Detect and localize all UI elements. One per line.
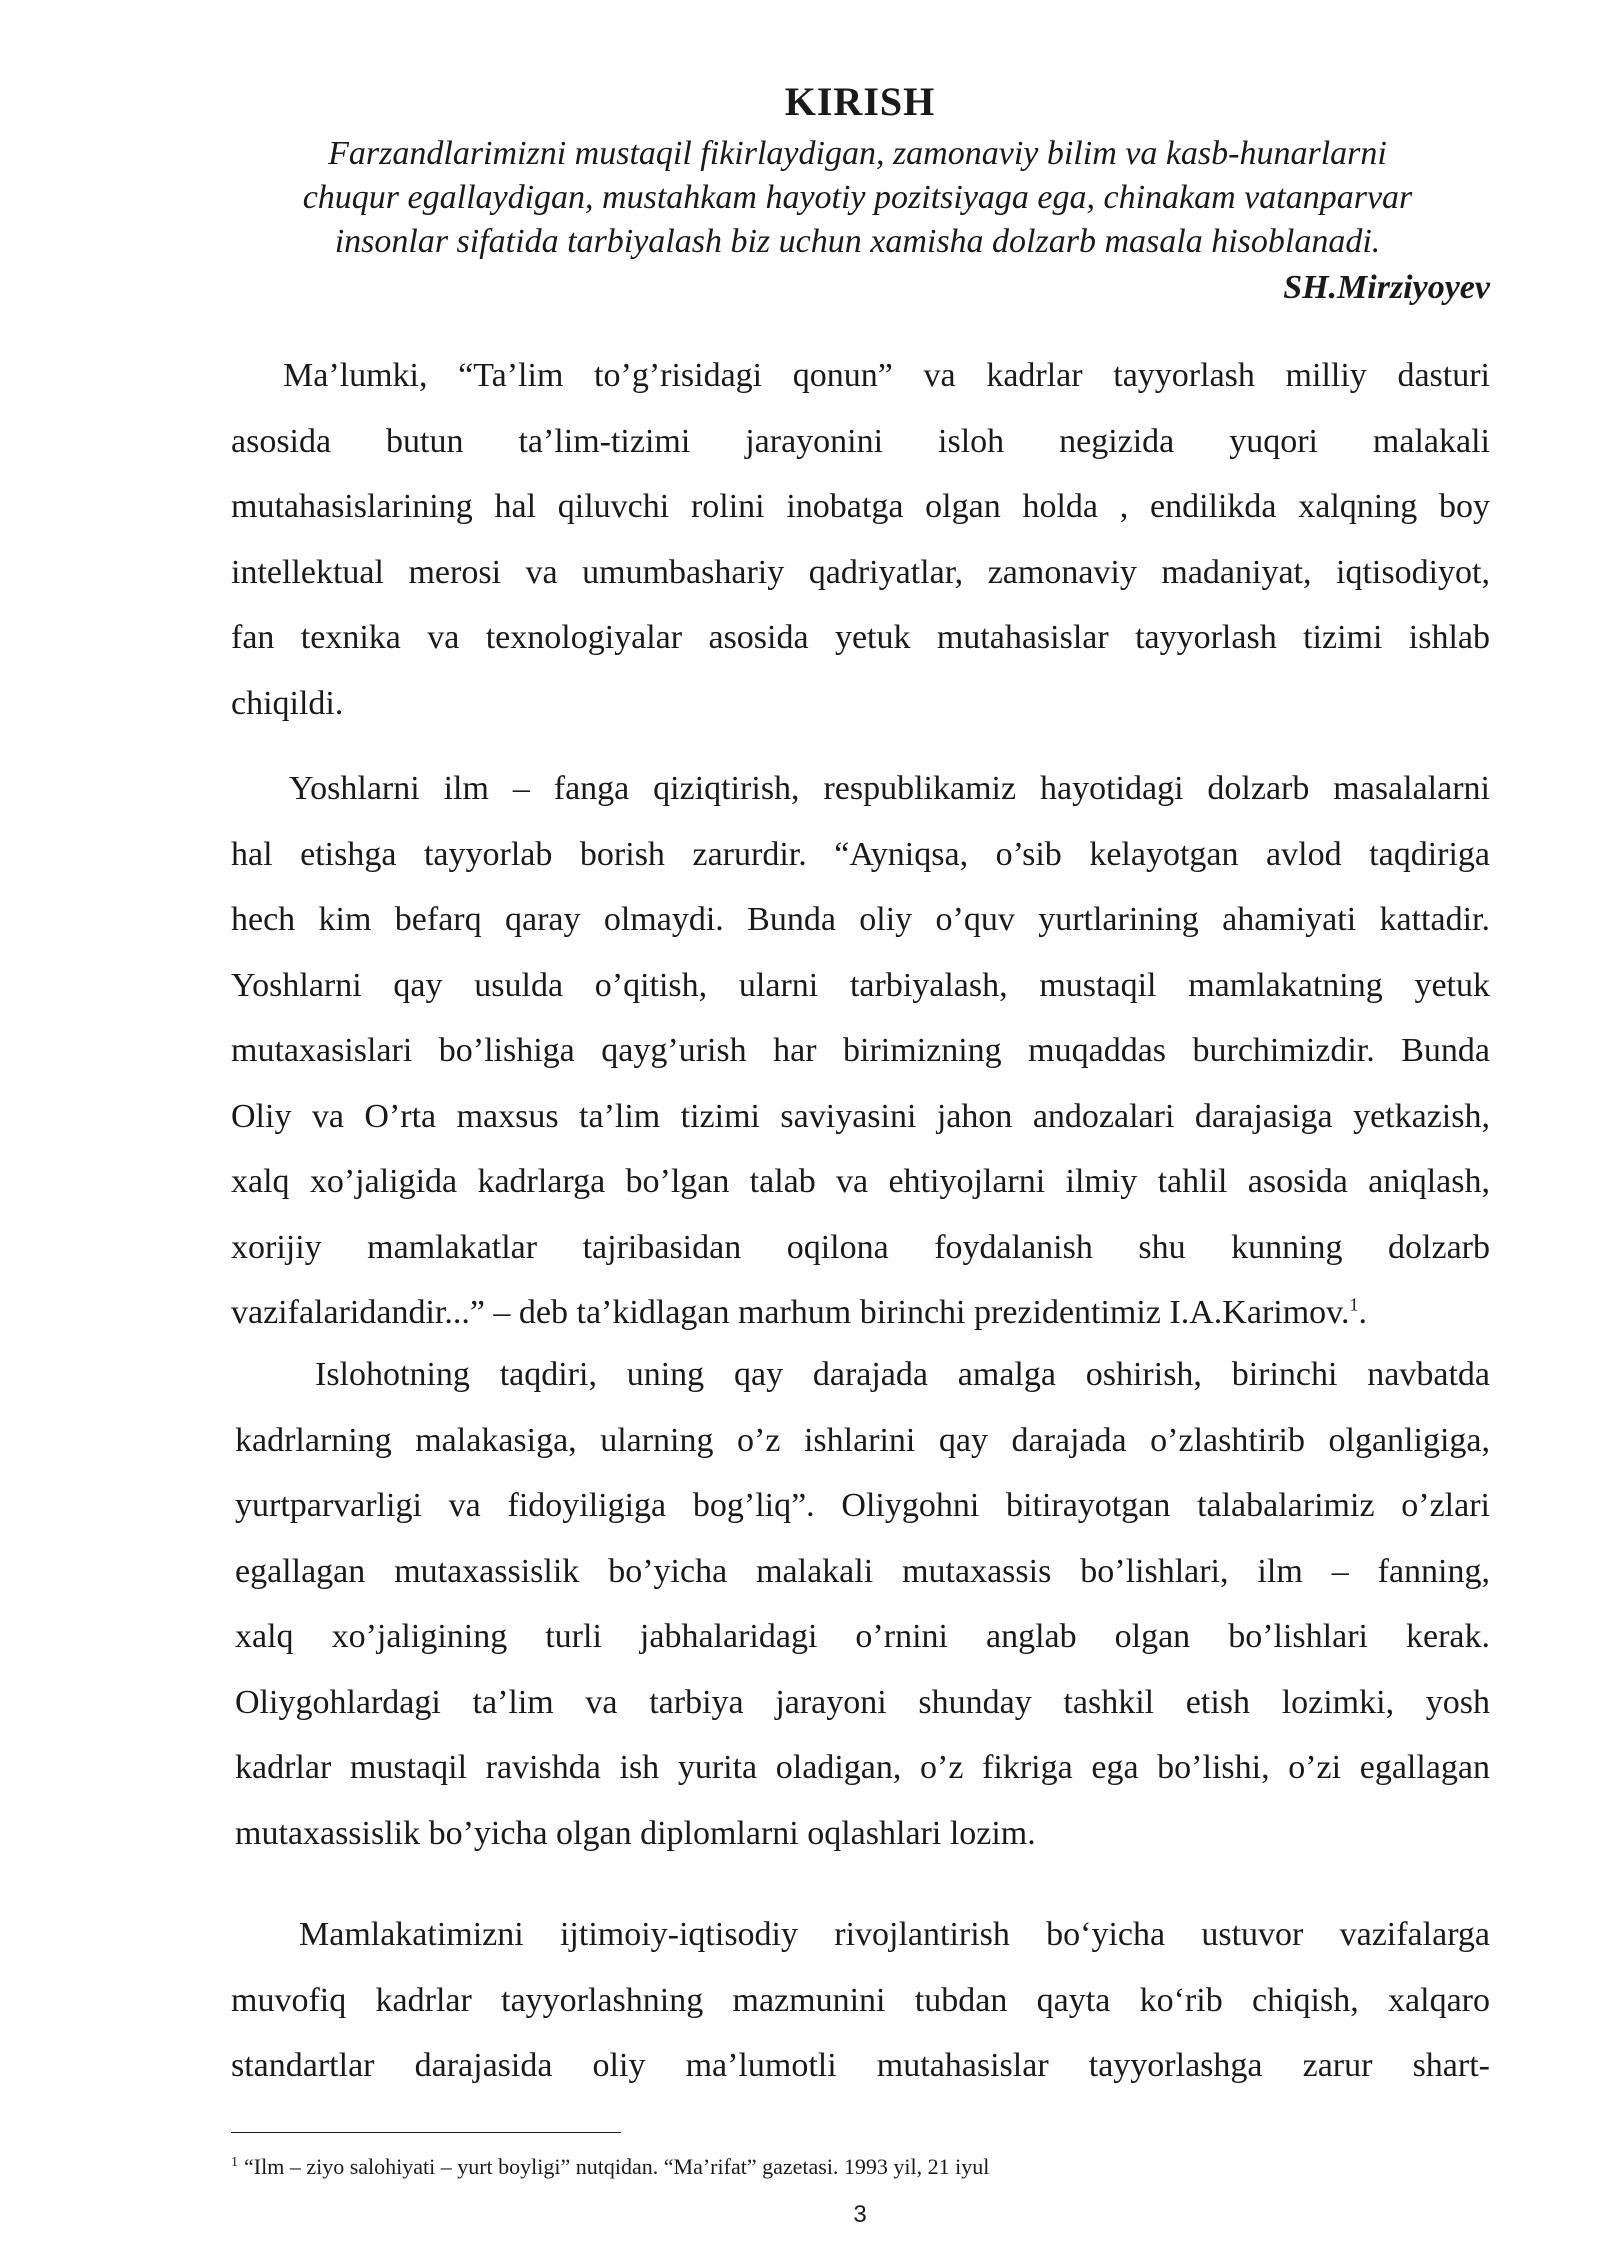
paragraph-2 <box>231 756 1490 1346</box>
footnote-number: 1 <box>231 2154 238 2170</box>
text-line: asosida butun ta’lim-tizimi jarayonini isloh negizida yuqori malakali <box>231 422 1490 460</box>
text-line: xalq xo’jaligining turli jabhalaridagi o’rnini anglab olgan bo’lishlari kerak. <box>235 1618 1490 1655</box>
footnote <box>231 2152 989 2182</box>
text-line: kadrlar mustaqil ravishda ish yurita oladigan, o’z fikriga ega bo’lishi, o’zi egallagan <box>235 1749 1490 1786</box>
footnote-divider <box>231 2132 621 2133</box>
text-line: muvofiq kadrlar tayyorlashning mazmunini tubdan qayta ko‘rib chiqish, xalqaro <box>231 1981 1490 2019</box>
text-line: Oliygohlardagi ta’lim va tarbiya jarayoni shunday tashkil etish lozimki, yosh <box>235 1683 1490 1721</box>
text-line: standartlar darajasida oliy ma’lumotli mutahasislar tayyorlashga zarur shart- <box>231 2047 1490 2084</box>
text-line: hech kim befarq qaray olmaydi. Bunda oliy o’quv yurtlarining ahamiyati kattadir. <box>231 901 1490 938</box>
epigraph <box>226 132 1489 264</box>
page-title: KIRISH <box>784 79 936 124</box>
text-line: chiqildi. <box>231 684 344 722</box>
epigraph-author: SH.Mirziyoyev <box>1283 269 1490 306</box>
footnote-text: “Ilm – ziyo salohiyati – yurt boyligi” nutqidan. “Ma’rifat” gazetasi. 1993 yil, 21 iyul <box>244 2154 990 2179</box>
text-line: xalq xo’jaligida kadrlarga bo’lgan talab va ehtiyojlarni ilmiy tahlil asosida aniqlash, <box>231 1163 1490 1200</box>
text-line: Islohotning taqdiri, uning qay darajada amalga oshirish, birinchi navbatda <box>315 1356 1490 1393</box>
footnote-reference[interactable]: 1 <box>1349 1294 1359 1315</box>
text-line: Yoshlarni qay usulda o’qitish, ularni tarbiyalash, mustaqil mamlakatning yetuk <box>231 966 1490 1004</box>
paragraph-3 <box>235 1342 1490 1866</box>
page-number: 3 <box>853 2201 867 2228</box>
text-line <box>231 1280 1490 1346</box>
text-line: mutaxassislik bo’yicha olgan diplomlarni oqlashlari lozim. <box>235 1814 1036 1852</box>
text-line: yurtparvarligi va fidoyiligiga bog’liq”. Oliygohni bitirayotgan talabalarimiz o’zlari <box>235 1487 1490 1524</box>
text-line: fan texnika va texnologiyalar asosida yetuk mutahasislar tayyorlash tizimi ishlab <box>231 619 1490 656</box>
text-line: intellektual merosi va umumbashariy qadriyatlar, zamonaviy madaniyat, iqtisodiyot, <box>231 553 1490 591</box>
text-line: Ma’lumki, “Ta’lim to’g’risidagi qonun” va kadrlar tayyorlash milliy dasturi <box>283 357 1490 394</box>
text-line: Oliy va O’rta maxsus ta’lim tizimi saviyasini jahon andozalari darajasiga yetkazish, <box>231 1097 1490 1135</box>
epigraph-line: insonlar sifatida tarbiyalash biz uchun xamisha dolzarb masala hisoblanadi. <box>334 223 1381 260</box>
paragraph-1 <box>231 343 1490 736</box>
paragraph-4 <box>231 1902 1490 2099</box>
epigraph-line: chuqur egallaydigan, mustahkam hayotiy pozitsiyaga ega, chinakam vatanparvar <box>302 179 1413 216</box>
text-line: mutaxasislari bo’lishiga qayg’urish har birimizning muqaddas burchimizdir. Bunda <box>231 1032 1490 1069</box>
text-line: mutahasislarining hal qiluvchi rolini inobatga olgan holda , endilikda xalqning boy <box>231 488 1490 525</box>
text-line: xorijiy mamlakatlar tajribasidan oqilona foydalanish shu kunning dolzarb <box>231 1228 1490 1266</box>
text-line-suffix: . <box>1358 1294 1367 1331</box>
text-line-content: vazifalaridandir...” – deb ta’kidlagan marhum birinchi prezidentimiz I.A.Karimov. <box>231 1294 1350 1331</box>
text-line: Mamlakatimizni ijtimoiy-iqtisodiy rivojlantirish bo‘yicha ustuvor vazifalarga <box>299 1916 1490 1953</box>
epigraph-line: Farzandlarimizni mustaqil fikirlaydigan, zamonaviy bilim va kasb-hunarlarni <box>328 135 1387 172</box>
text-line: kadrlarning malakasiga, ularning o’z ishlarini qay darajada o’zlashtirib olganligiga, <box>235 1421 1490 1459</box>
text-line: egallagan mutaxassislik bo’yicha malakali mutaxassis bo’lishlari, ilm – fanning, <box>235 1552 1490 1590</box>
text-line: Yoshlarni ilm – fanga qiziqtirish, respublikamiz hayotidagi dolzarb masalalarni <box>289 770 1490 807</box>
text-line: hal etishga tayyorlab borish zarurdir. “Ayniqsa, o’sib kelayotgan avlod taqdiriga <box>231 835 1490 873</box>
